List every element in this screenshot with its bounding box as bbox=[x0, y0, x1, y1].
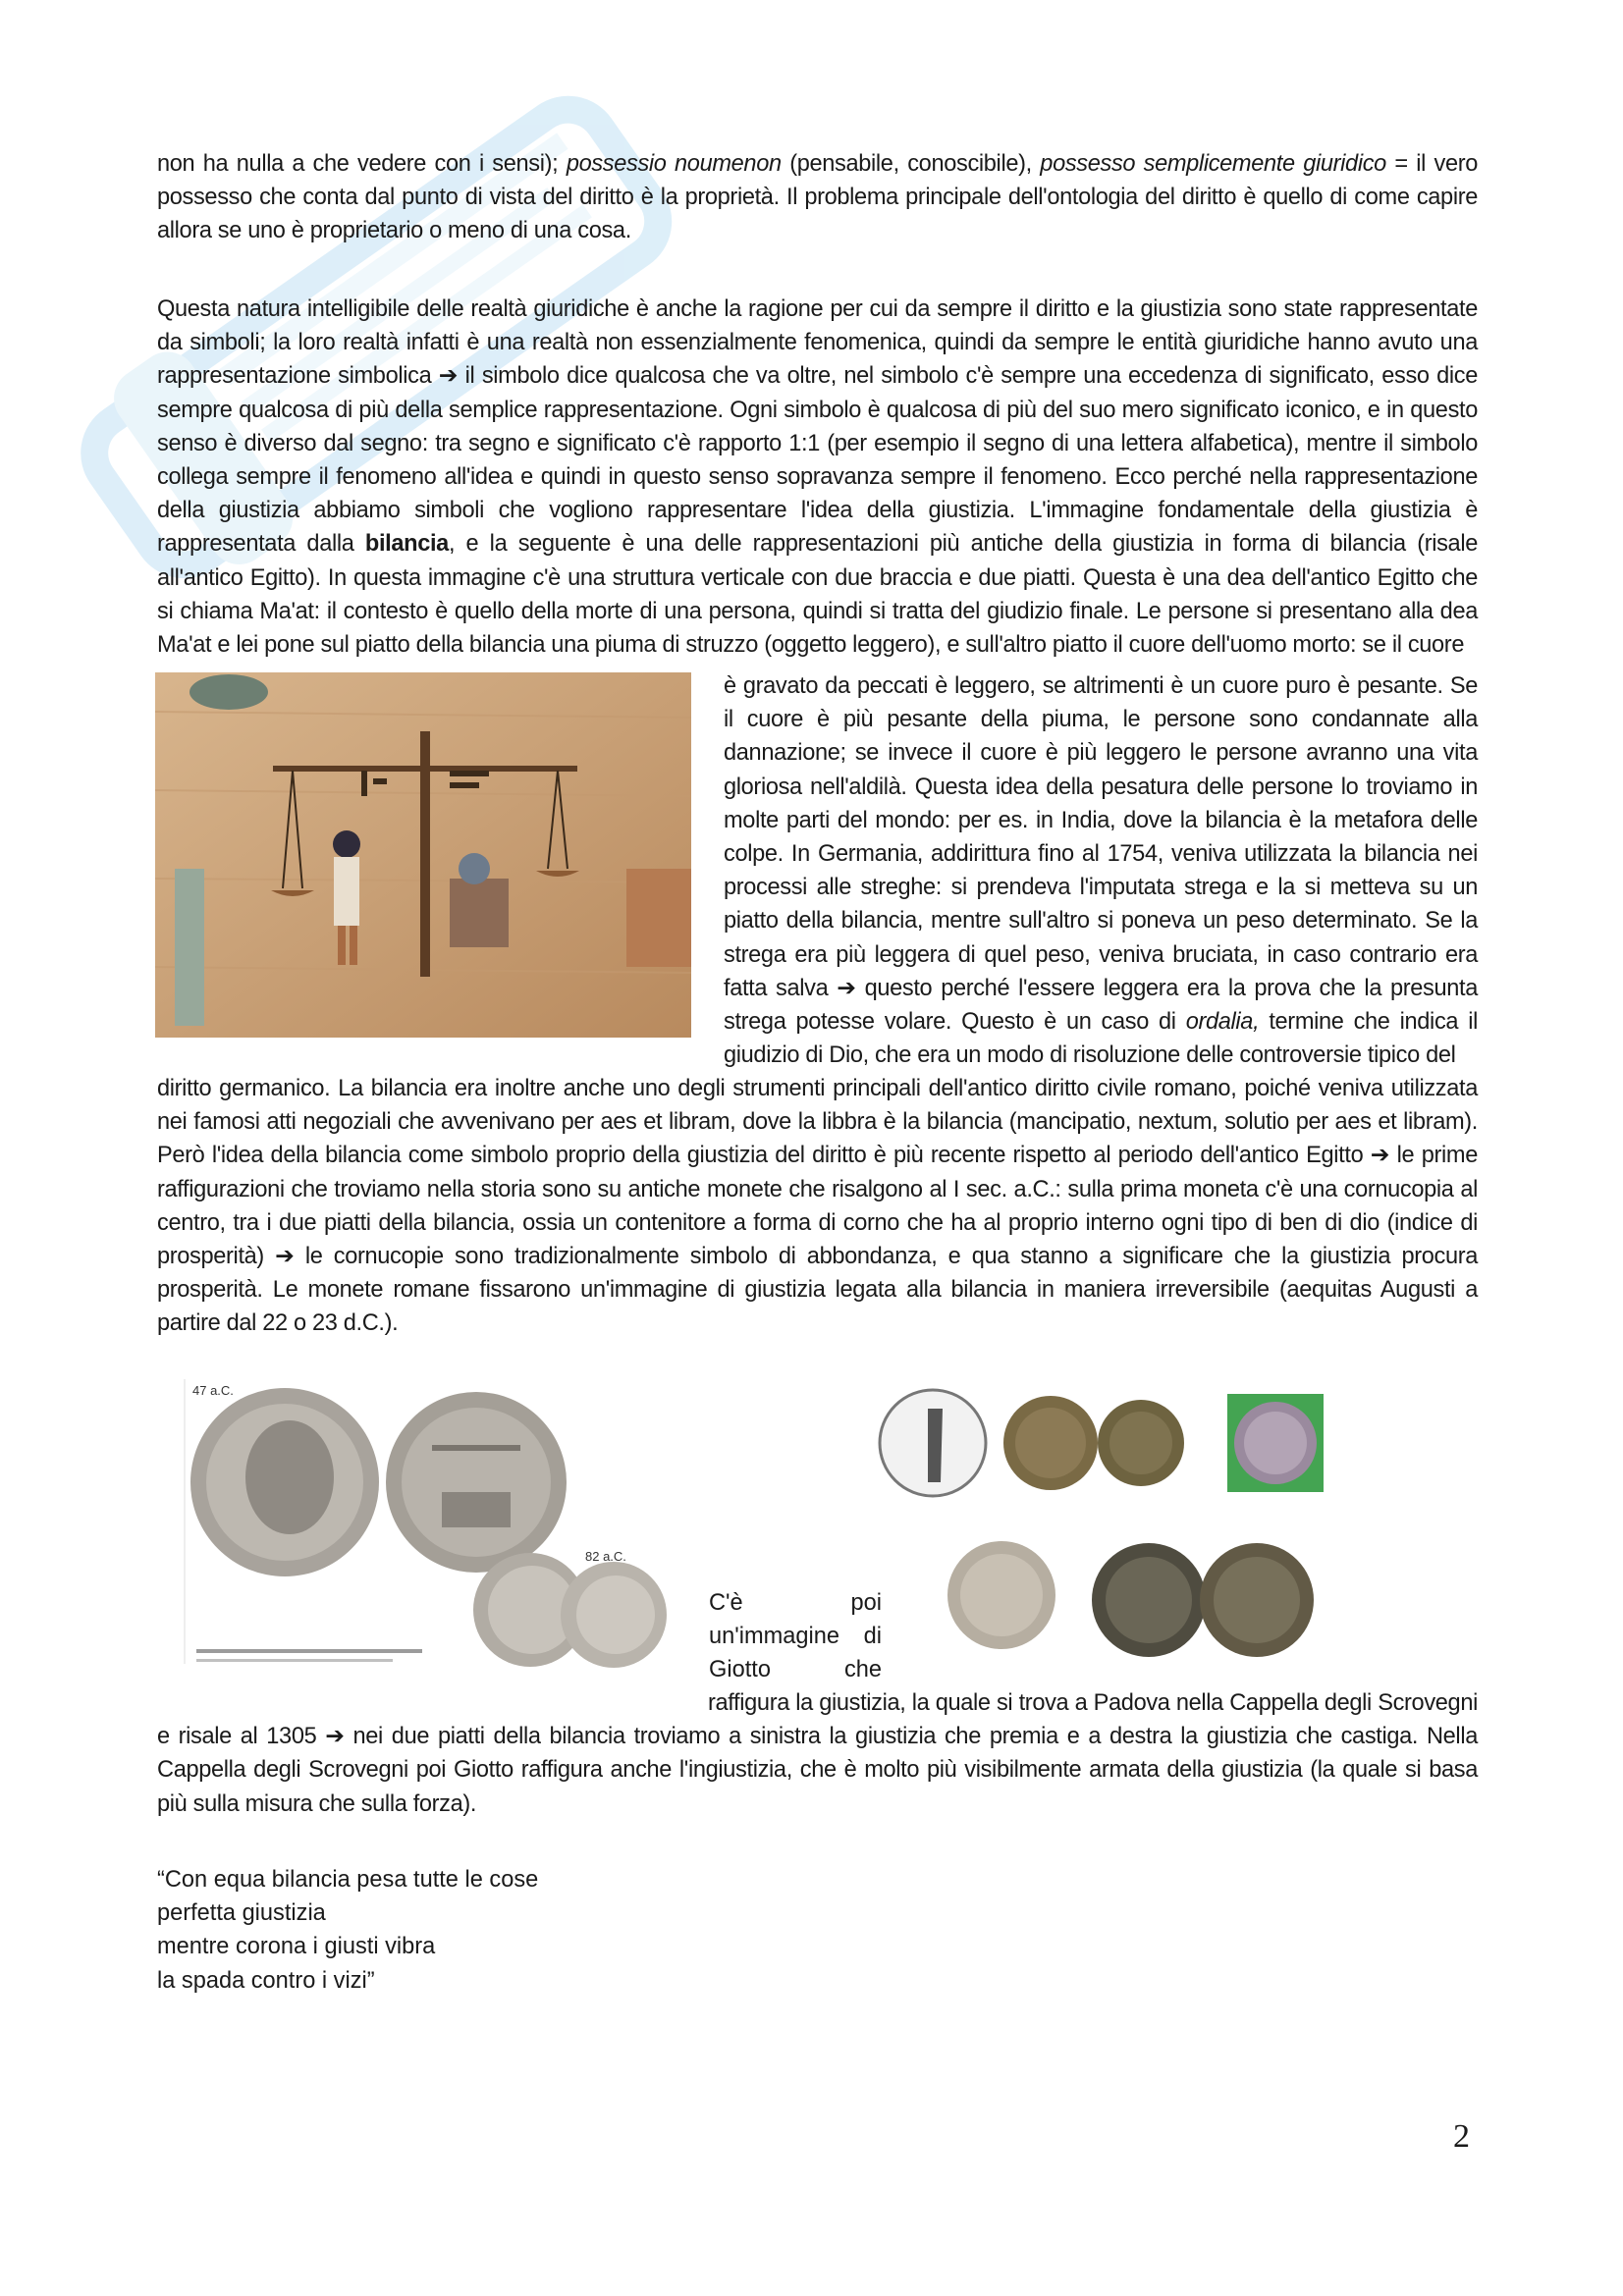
paragraph-2: Questa natura intelligibile delle realtà giuridiche è anche la ragione per cui da sempre il diritto e la giustizia sono state rappresentate da simboli; la loro realtà infatti è una realtà non essenzialmente fenomenica, quindi da sempre le entità giuridiche hanno avuto una rappresentazione simbolica ➔ il simbolo dice qualcosa che va oltre, nel simbolo c'è sempre una eccedenza di significato, esso dice sempre qualcosa di più della semplice rappresentazione. Ogni simbolo è qualcosa di più del suo mero significato iconico, e in questo senso è diverso dal segno: tra segno e significato c'è rapporto 1:1 (per esempio il segno di una lettera alfabetica), mentre il simbolo collega sempre il fenomeno all'idea e quindi in questo senso sopravanza sempre il fenomeno. Ecco perché nella rappresentazione della giustizia abbiamo simboli che vogliono rappresentare l'idea della giustizia. L'immagine fondamentale della giustizia è rappresentata dalla bilancia, e la seguente è una delle rappresentazioni più antiche della giustizia in forma di bilancia (risale all'antico Egitto). In questa immagine c'è una struttura verticale con due braccia e due piatti. Questa è una dea dell'antico Egitto che si chiama Ma'at: il contesto è quello della morte di una persona, quindi si tratta del giudizio finale. Le persone si presentano alla dea Ma'at e lei pone sul piatto della bilancia una piuma di struzzo (oggetto leggero), e sull'altro piatto il cuore dell'uomo morto: se il cuore bbox=[157, 296, 1478, 659]
poem-quote: “Con equa bilancia pesa tutte le cose perfetta giustizia mentre corona i giusti vibra la spada contro i vizi” bbox=[157, 1867, 539, 1994]
paragraph-4: raffigura la giustizia, la quale si trova a Padova nella Cappella degli Scrovegni e risale al 1305 ➔ nei due piatti della bilancia troviamo a sinistra la giustizia che premia e a destra la giustizia che castiga. Nella Cappella degli Scrovegni poi Giotto raffigura anche l'ingiustizia, che è molto più visibilmente armata della giustizia (la quale si basa più sulla misura che sulla forza). bbox=[157, 1690, 1478, 1817]
page-number: 2 bbox=[1453, 2118, 1470, 2155]
coin-caption-82: 82 a.C. bbox=[585, 1549, 626, 1564]
egyptian-papyrus-image bbox=[155, 672, 691, 1038]
giotto-intro-column: C'è poi un'immagine di Giotto che bbox=[709, 1590, 882, 1683]
paragraph-1: non ha nulla a che vedere con i sensi); possessio noumenon (pensabile, conoscibile), possesso semplicemente giuridico = il vero possesso che conta dal punto di vista del diritto è la proprietà. Il problema principale dell'ontologia del diritto è quello di come capire allora se uno è proprietario o meno di una cosa. bbox=[157, 151, 1479, 244]
paragraph-wrap-maat: è gravato da peccati è leggero, se altrimenti è un cuore puro è pesante. Se il cuore è più pesante della piuma, le persone sono condannate alla dannazione; se invece il cuore è più leggero le persone avranno una vita gloriosa nell'aldilà. Questa idea della pesatura delle persone lo troviamo in molte parti del mondo: per es. in India, dove la bilancia è la metafora delle colpe. In Germania, addirittura fino al 1754, veniva utilizzata la bilancia nei processi alle streghe: si prendeva l'imputata strega e la si metteva su un piatto della bilancia, mentre sull'altro si poneva un peso determinato. Se la strega era più leggera di quel peso, veniva bruciata, in caso contrario era fatta salva ➔ questo perché l'essere leggera era la prova che la presunta strega potesse volare. Questo è un caso di ordalia, termine che indica il giudizio di Dio, che era un modo di risoluzione delle controversie tipico del bbox=[724, 673, 1478, 1069]
roman-coins-image-left bbox=[177, 1369, 687, 1683]
paragraph-3: diritto germanico. La bilancia era inoltre anche uno degli strumenti principali dell'antico diritto civile romano, poiché veniva utilizzata nei famosi atti negoziali che avvenivano per aes et libram, dove la libbra è la bilancia (mancipatio, nextum, solutio per aes et libram). Però l'idea della bilancia come simbolo proprio della giustizia del diritto è più recente rispetto al periodo dell'antico Egitto ➔ le prime raffigurazioni che troviamo nella storia sono su antiche monete che risalgono al I sec. a.C.: sulla prima moneta c'è una cornucopia al centro, tra i due piatti della bilancia, ossia un contenitore a forma di corno che ha al proprio interno ogni tipo di ben di dio (indice di prosperità) ➔ le cornucopie sono tradizionalmente simbolo di abbondanza, e qua stanno a significare che la giustizia procura prosperità. Le monete romane fissarono un'immagine di giustizia legata alla bilancia in maniera irreversibile (aequitas Augusti a partire dal 22 o 23 d.C.). bbox=[157, 1076, 1478, 1337]
coin-caption-47: 47 a.C. bbox=[192, 1383, 234, 1398]
roman-coins-image-right bbox=[874, 1374, 1325, 1688]
